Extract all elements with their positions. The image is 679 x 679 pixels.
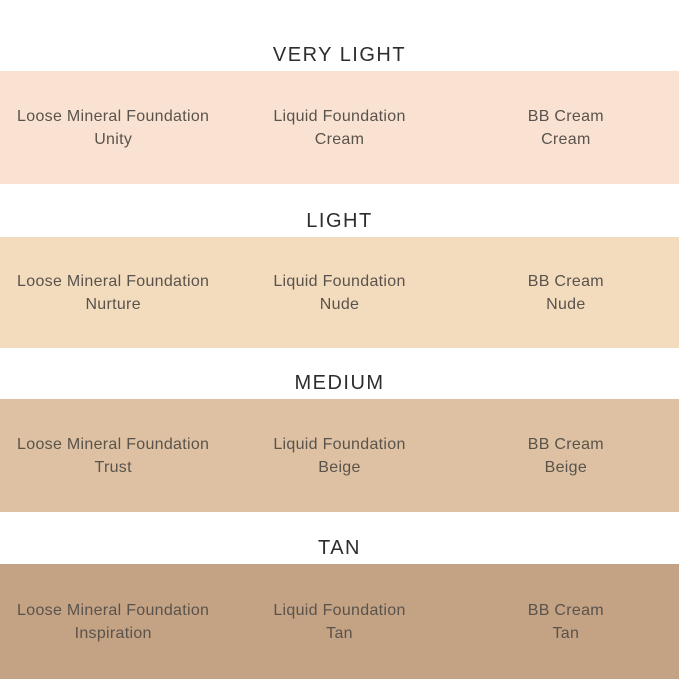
product-name: Liquid Foundation <box>273 435 406 453</box>
product-name: BB Cream <box>527 272 604 290</box>
section-title: LIGHT <box>306 210 373 232</box>
product-shade: Beige <box>318 458 361 476</box>
section-title: MEDIUM <box>294 372 385 394</box>
product-name: BB Cream <box>527 107 604 125</box>
section-header <box>0 184 679 237</box>
product-item <box>453 599 679 645</box>
product-name: BB Cream <box>527 601 604 619</box>
product-item <box>453 433 679 479</box>
product-name: Liquid Foundation <box>273 601 406 619</box>
product-item <box>226 105 452 151</box>
product-item <box>0 599 226 645</box>
section-header <box>0 348 679 399</box>
shade-section-medium <box>0 348 679 512</box>
product-name: Loose Mineral Foundation <box>17 601 210 619</box>
product-shade: Inspiration <box>74 624 152 642</box>
shade-band <box>0 564 679 679</box>
product-shade: Tan <box>326 624 353 642</box>
product-name: Loose Mineral Foundation <box>17 272 210 290</box>
product-shade: Cream <box>541 130 591 148</box>
product-item <box>453 270 679 316</box>
product-item <box>0 433 226 479</box>
product-item <box>226 433 452 479</box>
section-title: TAN <box>317 537 361 559</box>
shade-band <box>0 71 679 184</box>
product-name: Loose Mineral Foundation <box>17 435 210 453</box>
shade-band <box>0 237 679 348</box>
product-shade: Cream <box>314 130 365 148</box>
product-name: BB Cream <box>527 435 604 453</box>
product-shade: Nude <box>546 295 586 313</box>
product-shade: Tan <box>552 624 580 642</box>
product-name: Liquid Foundation <box>273 272 406 290</box>
product-item <box>453 105 679 151</box>
product-shade: Beige <box>544 458 588 476</box>
shade-section-light <box>0 184 679 348</box>
product-shade: Nude <box>319 295 360 313</box>
product-shade: Nurture <box>85 295 141 313</box>
shade-band <box>0 399 679 512</box>
product-item <box>226 270 452 316</box>
product-name: Loose Mineral Foundation <box>17 107 210 125</box>
section-title: VERY LIGHT <box>272 44 407 66</box>
product-item <box>0 270 226 316</box>
section-header <box>0 512 679 564</box>
shade-section-tan <box>0 512 679 679</box>
product-item <box>226 599 452 645</box>
product-shade: Unity <box>94 130 133 148</box>
product-item <box>0 105 226 151</box>
product-shade: Trust <box>94 458 132 476</box>
product-name: Liquid Foundation <box>273 107 406 125</box>
section-header <box>0 0 679 71</box>
shade-section-very-light <box>0 0 679 184</box>
